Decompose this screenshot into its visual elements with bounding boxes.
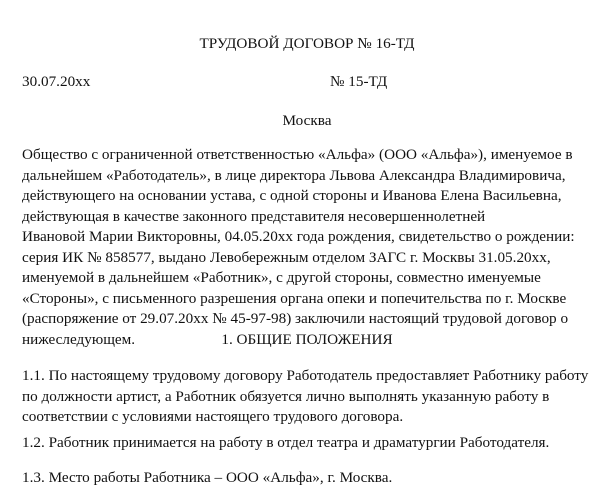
intro-line: действующего на основании устава, с одной стороны и Иванова Елена Васильевна, bbox=[22, 187, 562, 204]
clause-line: 1.1. По настоящему трудовому договору Работодатель предоставляет Работнику работу bbox=[22, 367, 589, 384]
intro-line: именуемой в дальнейшем «Работник», с другой стороны, совместно именуемые bbox=[22, 269, 541, 286]
intro-line: нижеследующем. bbox=[22, 330, 136, 348]
contract-number: № 15-ТД bbox=[330, 73, 388, 90]
intro-line: «Стороны», с письменного разрешения органа опеки и попечительства по г. Москве bbox=[22, 289, 567, 307]
intro-line: дальнейшем «Работодатель», в лице директора Львова Александра Владимировича, bbox=[22, 166, 566, 184]
intro-line: Ивановой Марии Викторовны, 04.05.20xx года рождения, свидетельство о рождении: bbox=[22, 228, 575, 245]
clause-line: 1.3. Место работы Работника – ООО «Альфа», г. Москва. bbox=[22, 469, 393, 486]
clause-line: по должности артист, а Работник обязуется лично выполнять указанную работу в bbox=[22, 387, 550, 405]
section-heading: 1. ОБЩИЕ ПОЛОЖЕНИЯ bbox=[221, 331, 393, 348]
contract-city: Москва bbox=[282, 112, 332, 129]
intro-line: (распоряжение от 29.07.20xx № 45-97-98) заключили настоящий трудовой договор о bbox=[22, 310, 569, 327]
clause-1-2 bbox=[22, 433, 592, 454]
document-title: ТРУДОВОЙ ДОГОВОР № 16-ТД bbox=[199, 35, 415, 52]
intro-paragraph bbox=[22, 145, 592, 350]
clause-line: 1.2. Работник принимается на работу в отдел театра и драматургии Работодателя. bbox=[22, 434, 550, 451]
intro-line: действующая в качестве законного представителя несовершеннолетней bbox=[22, 207, 486, 225]
intro-line: Общество с ограниченной ответственностью «Альфа» (ООО «Альфа»), именуемое в bbox=[22, 146, 573, 163]
clause-line: соответствии с условиями настоящего трудового договора. bbox=[22, 408, 404, 425]
clause-1-3 bbox=[22, 468, 592, 489]
intro-line: серия ИК № 858577, выдано Левобережным отделом ЗАГС г. Москвы 31.05.20xx, bbox=[22, 248, 551, 266]
clause-1-1 bbox=[22, 366, 592, 428]
contract-date: 30.07.20xx bbox=[22, 73, 91, 90]
